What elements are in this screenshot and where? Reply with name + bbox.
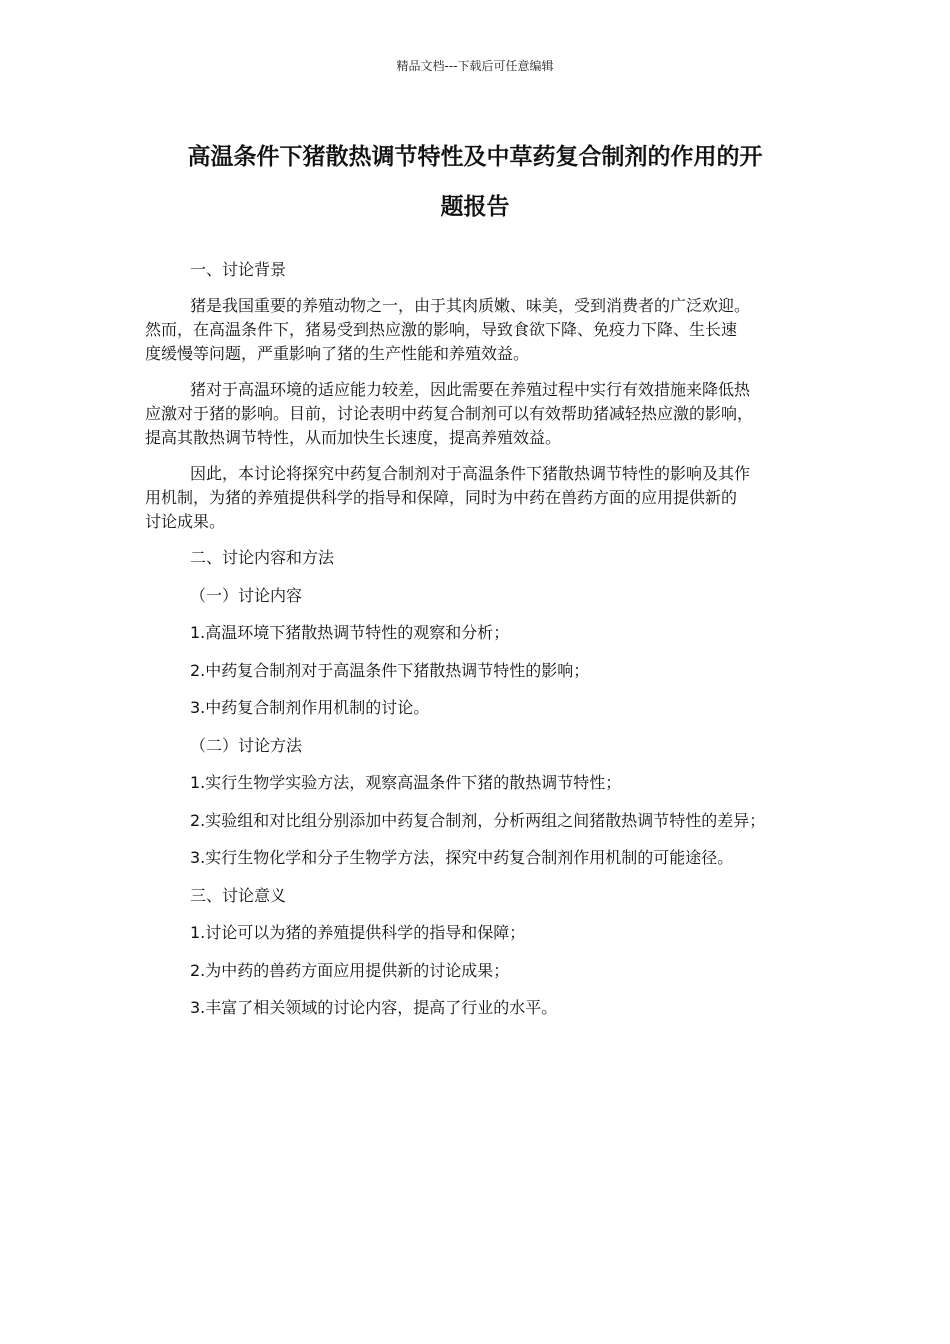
list-item: 2.中药复合制剂对于高温条件下猪散热调节特性的影响； <box>190 661 590 680</box>
paragraph-3 <box>145 462 807 534</box>
paragraph-2 <box>145 378 807 450</box>
list-item: 2.为中药的兽药方面应用提供新的讨论成果； <box>190 961 510 980</box>
list-item: 2.实验组和对比组分别添加中药复合制剂，分析两组之间猪散热调节特性的差异； <box>190 811 766 830</box>
list-item: 1.讨论可以为猪的养殖提供科学的指导和保障； <box>190 923 526 942</box>
paragraph-1 <box>145 294 807 366</box>
paragraph-line: 度缓慢等问题，严重影响了猪的生产性能和养殖效益。 <box>145 344 530 363</box>
list-item: 3.丰富了相关领域的讨论内容，提高了行业的水平。 <box>190 998 558 1017</box>
subsection-heading-methods: （二）讨论方法 <box>190 736 303 755</box>
title-line-1: 高温条件下猪散热调节特性及中草药复合制剂的作用的开 <box>187 144 763 170</box>
list-item: 3.实行生物化学和分子生物学方法，探究中药复合制剂作用机制的可能途径。 <box>190 848 734 867</box>
section-heading-content-methods: 二、讨论内容和方法 <box>190 548 335 567</box>
paragraph-line: 猪是我国重要的养殖动物之一，由于其肉质嫩、味美，受到消费者的广泛欢迎。 <box>190 296 751 315</box>
paragraph-line: 然而，在高温条件下，猪易受到热应激的影响，导致食欲下降、免疫力下降、生长速 <box>145 320 738 339</box>
list-item: 3.中药复合制剂作用机制的讨论。 <box>190 698 430 717</box>
title-line-2: 题报告 <box>440 194 510 220</box>
paragraph-line: 因此，本讨论将探究中药复合制剂对于高温条件下猪散热调节特性的影响及其作 <box>190 464 751 483</box>
paragraph-line: 猪对于高温环境的适应能力较差，因此需要在养殖过程中实行有效措施来降低热 <box>190 380 751 399</box>
subsection-heading-content: （一）讨论内容 <box>190 586 303 605</box>
document-title <box>150 132 800 232</box>
paragraph-line: 提高其散热调节特性，从而加快生长速度，提高养殖效益。 <box>145 428 562 447</box>
list-item: 1.实行生物学实验方法，观察高温条件下猪的散热调节特性； <box>190 773 622 792</box>
paragraph-line: 讨论成果。 <box>145 512 226 531</box>
paragraph-line: 用机制，为猪的养殖提供科学的指导和保障，同时为中药在兽药方面的应用提供新的 <box>145 488 738 507</box>
page-header: 精品文档---下载后可任意编辑 <box>396 59 554 73</box>
section-heading-significance: 三、讨论意义 <box>190 886 287 905</box>
section-heading-background: 一、讨论背景 <box>190 260 287 279</box>
list-item: 1.高温环境下猪散热调节特性的观察和分析； <box>190 623 510 642</box>
paragraph-line: 应激对于猪的影响。目前，讨论表明中药复合制剂可以有效帮助猪减轻热应激的影响， <box>145 404 754 423</box>
